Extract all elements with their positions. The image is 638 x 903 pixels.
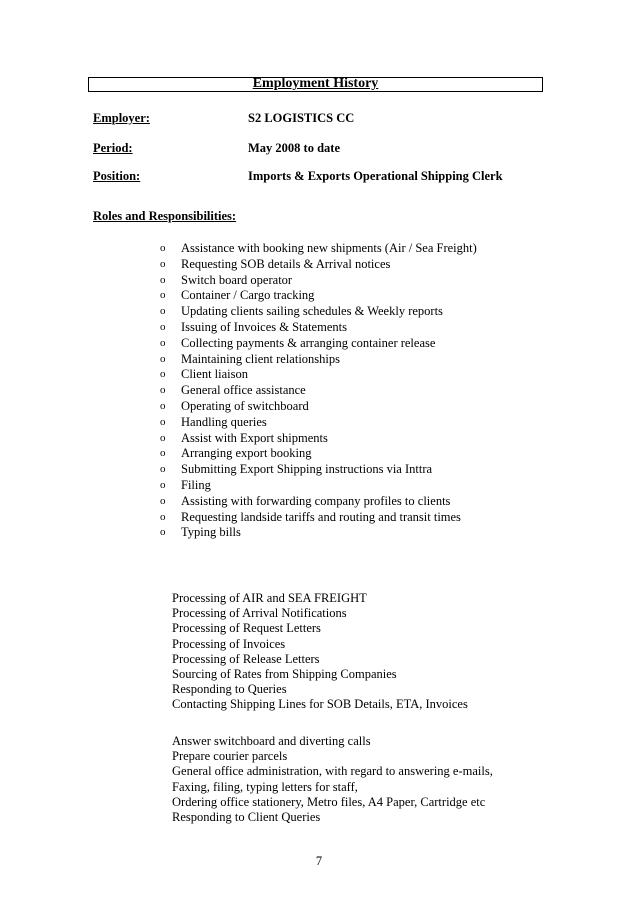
bullet-icon: o (160, 526, 166, 539)
position-value: Imports & Exports Operational Shipping Clerk (248, 169, 503, 183)
paragraph-line: Responding to Client Queries (172, 809, 321, 824)
paragraph-line: Answer switchboard and diverting calls (172, 734, 371, 748)
list-item (160, 399, 477, 415)
list-item-text: Assistance with booking new shipments (Air / Sea Freight) (181, 241, 477, 255)
list-item-text: Operating of switchboard (181, 398, 309, 413)
bullet-icon: o (160, 415, 166, 428)
section-title: Employment History (252, 76, 379, 91)
employer-value: S2 LOGISTICS CC (248, 111, 355, 125)
bullet-icon: o (160, 494, 166, 507)
roles-heading: Roles and Responsibilities: (93, 209, 237, 223)
list-item-text: Switch board operator (181, 272, 293, 287)
list-item (160, 415, 477, 431)
list-item-text: Submitting Export Shipping instructions via Inttra (181, 462, 433, 477)
paragraph-line: Prepare courier parcels (172, 749, 288, 764)
list-item-text: Collecting payments & arranging container release (181, 335, 436, 350)
paragraph-line: Processing of Invoices (172, 636, 286, 651)
list-item (160, 431, 477, 447)
list-item-text: Handling queries (181, 414, 267, 429)
bullet-icon: o (160, 305, 166, 318)
paragraph-line: Ordering office stationery, Metro files, A4 Paper, Cartridge etc (172, 794, 486, 809)
bullet-icon: o (160, 273, 166, 286)
period-label: Period: (93, 141, 133, 155)
bullet-icon: o (160, 368, 166, 381)
bullet-icon: o (160, 431, 166, 444)
list-item-text: Assisting with forwarding company profiles to clients (181, 493, 451, 508)
bullet-icon: o (160, 320, 166, 333)
bullet-icon: o (160, 447, 166, 460)
list-item (160, 352, 477, 368)
employer-row (93, 110, 553, 126)
paragraph-line: Contacting Shipping Lines for SOB Details, ETA, Invoices (172, 697, 468, 712)
page-number: 7 (315, 854, 323, 868)
list-item-text: Maintaining client relationships (181, 351, 340, 366)
bullet-icon: o (160, 478, 166, 491)
list-item-text: Filing (181, 477, 211, 492)
list-item-text: Arranging export booking (181, 446, 312, 461)
list-item (160, 320, 477, 336)
list-item-text: Client liaison (181, 367, 249, 382)
list-item (160, 510, 477, 526)
list-item (160, 525, 477, 541)
employer-label: Employer: (93, 111, 150, 125)
list-item-text: Requesting SOB details & Arrival notices (181, 256, 391, 271)
list-item (160, 288, 477, 304)
period-value: May 2008 to date (248, 141, 340, 155)
bullet-icon: o (160, 257, 166, 270)
list-item (160, 478, 477, 494)
list-item-text: Container / Cargo tracking (181, 288, 315, 303)
list-item (160, 336, 477, 352)
list-item (160, 367, 477, 383)
list-item-text: Updating clients sailing schedules & Weekly reports (181, 304, 443, 319)
bullet-icon: o (160, 242, 166, 254)
roles-list (160, 241, 477, 541)
list-item-text: General office assistance (181, 383, 306, 398)
bullet-icon: o (160, 352, 166, 365)
list-item (160, 383, 477, 399)
period-row (93, 140, 553, 156)
list-item-text: Issuing of Invoices & Statements (181, 319, 347, 334)
list-item (160, 494, 477, 510)
bullet-icon: o (160, 289, 166, 302)
paragraph-line: Responding to Queries (172, 682, 287, 697)
bullet-icon: o (160, 510, 166, 523)
list-item (160, 304, 477, 320)
bullet-icon: o (160, 463, 166, 476)
paragraph-line: Processing of AIR and SEA FREIGHT (172, 591, 367, 605)
paragraph-line: General office administration, with regard to answering e-mails, (172, 764, 493, 779)
office-duties-paragraph (172, 734, 493, 825)
list-item-text: Typing bills (181, 525, 241, 540)
list-item-text: Assist with Export shipments (181, 430, 328, 445)
paragraph-line: Processing of Arrival Notifications (172, 606, 347, 621)
paragraph-line: Processing of Request Letters (172, 621, 321, 636)
list-item (160, 462, 477, 478)
bullet-icon: o (160, 384, 166, 397)
paragraph-line: Sourcing of Rates from Shipping Companies (172, 666, 397, 681)
list-item (160, 257, 477, 273)
paragraph-line: Processing of Release Letters (172, 651, 320, 666)
position-row (93, 168, 553, 184)
bullet-icon: o (160, 399, 166, 412)
list-item (160, 241, 477, 257)
bullet-icon: o (160, 336, 166, 349)
list-item-text: Requesting landside tariffs and routing and transit times (181, 509, 461, 524)
position-label: Position: (93, 169, 141, 183)
paragraph-line: Faxing, filing, typing letters for staff, (172, 779, 358, 794)
section-header-box (88, 77, 543, 92)
processing-paragraph (172, 591, 468, 713)
list-item (160, 446, 477, 462)
list-item (160, 273, 477, 289)
